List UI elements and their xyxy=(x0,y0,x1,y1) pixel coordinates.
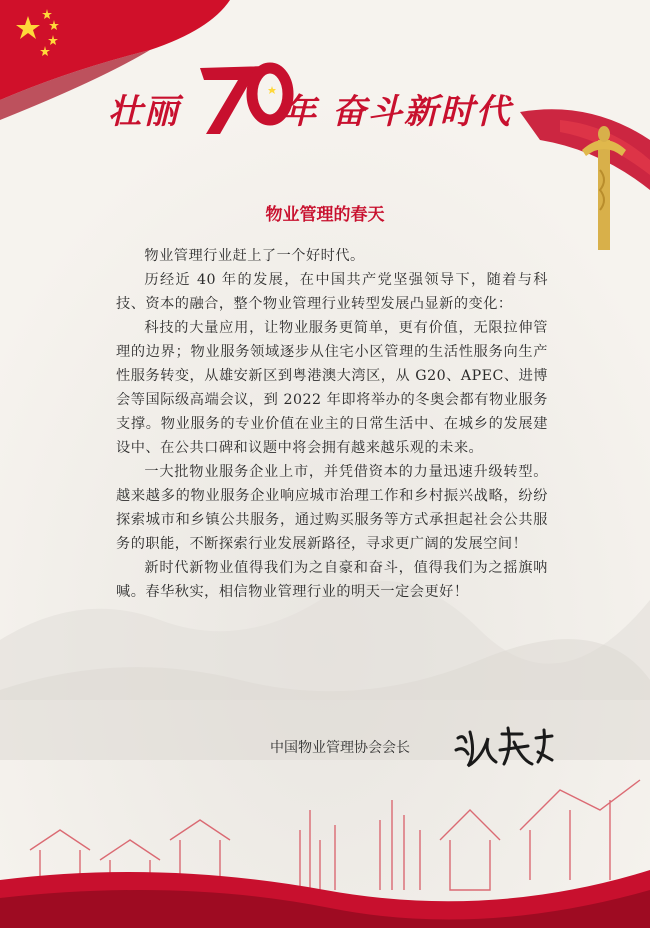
signatory-title: 中国物业管理协会会长 xyxy=(270,740,410,756)
article-body xyxy=(116,244,548,604)
paragraph-4: 一大批物业服务企业上市，并凭借资本的力量迅速升级转型。越来越多的物业服务企业响应城市治理工作和乡村振兴战略，纷纷探索城市和乡镇公共服务，通过购买服务等方式承担起社会公共服务的职能，不断探索行业发展新路径，寻求更广阔的发展空间！ xyxy=(116,464,548,552)
handwritten-signature xyxy=(452,724,556,772)
paragraph-3: 科技的大量应用，让物业服务更简单，更有价值，无限拉伸管理的边界；物业服务领域逐步从住宅小区管理的生活性服务向生产性服务转变，从雄安新区到粤港澳大湾区，从 G20、APEC、进博会等国际级高端会议，到 2022 年即将举办的冬奥会都有物业服务支撑。物业服务的专业价值在业主的日常生活中、在城乡的发展建设中、在公共口碑和议题中将会拥有越来越乐观的未来。 xyxy=(116,320,548,456)
paragraph-5: 新时代新物业值得我们为之自豪和奋斗，值得我们为之摇旗呐喊。春华秋实，相信物业管理行业的明天一定会更好！ xyxy=(116,560,548,600)
headline-right: 年 奋斗新时代 xyxy=(282,92,512,132)
article-title: 物业管理的春天 xyxy=(265,205,385,225)
headline-left: 壮丽 xyxy=(108,92,180,132)
paragraph-2: 历经近 40 年的发展，在中国共产党坚强领导下，随着与科技、资本的融合，整个物业管理行业转型发展凸显新的变化： xyxy=(116,272,548,312)
paragraph-1: 物业管理行业赶上了一个好时代。 xyxy=(144,248,365,264)
cityscape-illustration xyxy=(0,770,650,928)
huabiao-pillar-icon xyxy=(576,120,632,250)
seventy-logo-icon xyxy=(192,58,296,138)
